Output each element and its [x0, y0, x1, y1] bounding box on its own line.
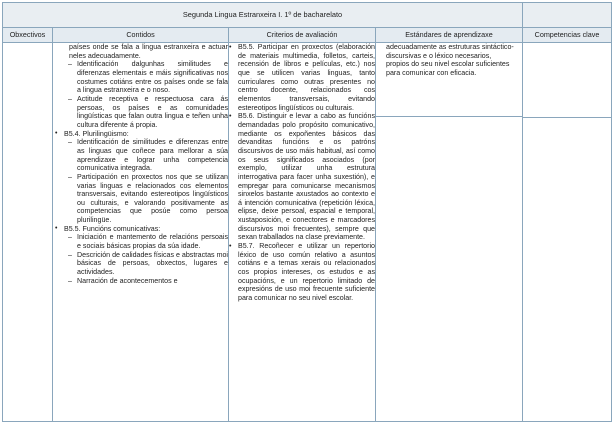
header-competences: Competencias clave	[523, 28, 612, 43]
dash-marker: –	[68, 60, 72, 69]
header-contents: Contidos	[53, 28, 229, 43]
bullet-marker: •	[229, 242, 232, 251]
dash-marker: –	[68, 250, 72, 259]
dash-item	[69, 251, 228, 277]
bullet-item	[229, 112, 375, 242]
bullet-marker: •	[55, 224, 58, 232]
bullet-item	[229, 242, 375, 303]
standard-text: adecuadamente as estruturas sintáctico-discursivas e o léxico necesarios, propios do seu nivel escolar suficientes para comunicar con eficacia.	[376, 43, 522, 117]
competence-box	[523, 43, 611, 118]
bullet-item	[229, 43, 375, 112]
item-text: B5.5. Funcións comunicativas:	[64, 224, 161, 233]
item-text: B5.4. Plurilingüismo:	[64, 129, 129, 138]
dash-marker: –	[68, 233, 72, 242]
table-title-blank	[523, 3, 612, 28]
item-text: B5.6. Distinguir e levar a cabo as funcións demandadas polo propósito comunicativo, mediante os expoñentes básicos das devanditas funcións e os patróns discursivos de uso máis habitual, así como os seus significados asociados (por exemplo, utilizar unha estrutura interrogativa para facer unha suxestión), e empregar para comunicarse mecanismos sinxelos bastante axustados ao contexto e á intención comunicativa (repetición léxica, elipse, deixe persoal, espacial e temporal, xustaposición, e conectores e marcadores discursivos moi frecuentes), sempre que sexan traballados na clase previamente.	[238, 112, 375, 242]
item-text: Descrición de calidades físicas e abstractas moi básicas de persoas, obxectos, lugares e actividades.	[77, 250, 229, 277]
item-text: Narración de acontecementos e	[77, 276, 178, 285]
dash-marker: –	[68, 138, 72, 147]
item-text: B5.5. Participar en proxectos (elaboración de materiais multimedia, folletos, carteis, recensión de libros e películas, etc.) nos que se utilicen varias linguas, tanto curriculares como outras presentes no centro docente, relacionados cos elementos transversais, evitando estereotipos lingüísticos ou culturais.	[238, 43, 375, 112]
item-text: B5.7. Recoñecer e utilizar un repertorio léxico de uso común relativo a asuntos cotiáns e a temas xerais ou relacionados cos propios intereses, os estudos e as ocupacións, e un repertorio limitado de expresións de uso moi frecuente suficiente para comunicar no seu nivel escolar.	[238, 242, 375, 303]
criteria-list	[229, 43, 375, 303]
dash-marker: –	[68, 94, 72, 103]
item-text: Participación en proxectos nos que se utilizan varias linguas e relacionados cos elementos transversais, evitando estereotipos lingüísticos ou culturais, e valorando positivamente as competencias que posúe como persoa plurilingüe.	[77, 172, 228, 225]
bullet-marker: •	[229, 112, 232, 121]
bullet-item	[55, 130, 228, 139]
item-text: Identificación de similitudes e diferenzas entre as linguas que coñece para mellorar a súa aprendizaxe e lograr unha competencia comunicativa integrada.	[77, 138, 228, 173]
table-title: Segunda Lingua Estranxeira I. 1º de bacharelato	[3, 3, 523, 28]
bullet-marker: •	[229, 43, 232, 51]
dash-item	[69, 138, 228, 173]
contents-list	[53, 60, 228, 285]
item-text: Identificación dalgunhas similitudes e diferenzas elementais e máis significativas nos costumes cotiáns entre os países onde se fala a lingua estranxeira e o noso.	[77, 60, 228, 95]
body-row	[3, 43, 612, 422]
dash-marker: –	[68, 276, 72, 285]
contents-continuation: países onde se fala a lingua estranxeira e actuar neles adecuadamente.	[69, 43, 228, 60]
contents-cell	[53, 43, 232, 422]
competences-cell	[523, 43, 612, 422]
bullet-item	[55, 225, 228, 234]
criteria-cell	[229, 43, 376, 422]
dash-item	[69, 233, 228, 250]
dash-item	[69, 60, 228, 95]
curriculum-table	[2, 2, 612, 422]
dash-item	[69, 277, 228, 286]
bullet-marker: •	[55, 129, 58, 137]
dash-marker: –	[68, 172, 72, 181]
standards-cell	[376, 43, 523, 422]
item-text: Actitude receptiva e respectuosa cara ás persoas, os países e as comunidades lingüísticas que falan outra lingua e teñen unha cultura diferente á propia.	[77, 94, 228, 129]
item-text: Iniciación e mantemento de relacións persoais e sociais básicas propias da súa idade.	[77, 233, 228, 251]
dash-item	[69, 173, 228, 225]
header-criteria: Criterios de avaliación	[229, 28, 376, 43]
header-row	[3, 28, 612, 43]
header-standards: Estándares de aprendizaxe	[376, 28, 523, 43]
dash-item	[69, 95, 228, 130]
objectives-cell	[3, 43, 53, 422]
header-objectives: Obxectivos	[3, 28, 53, 43]
